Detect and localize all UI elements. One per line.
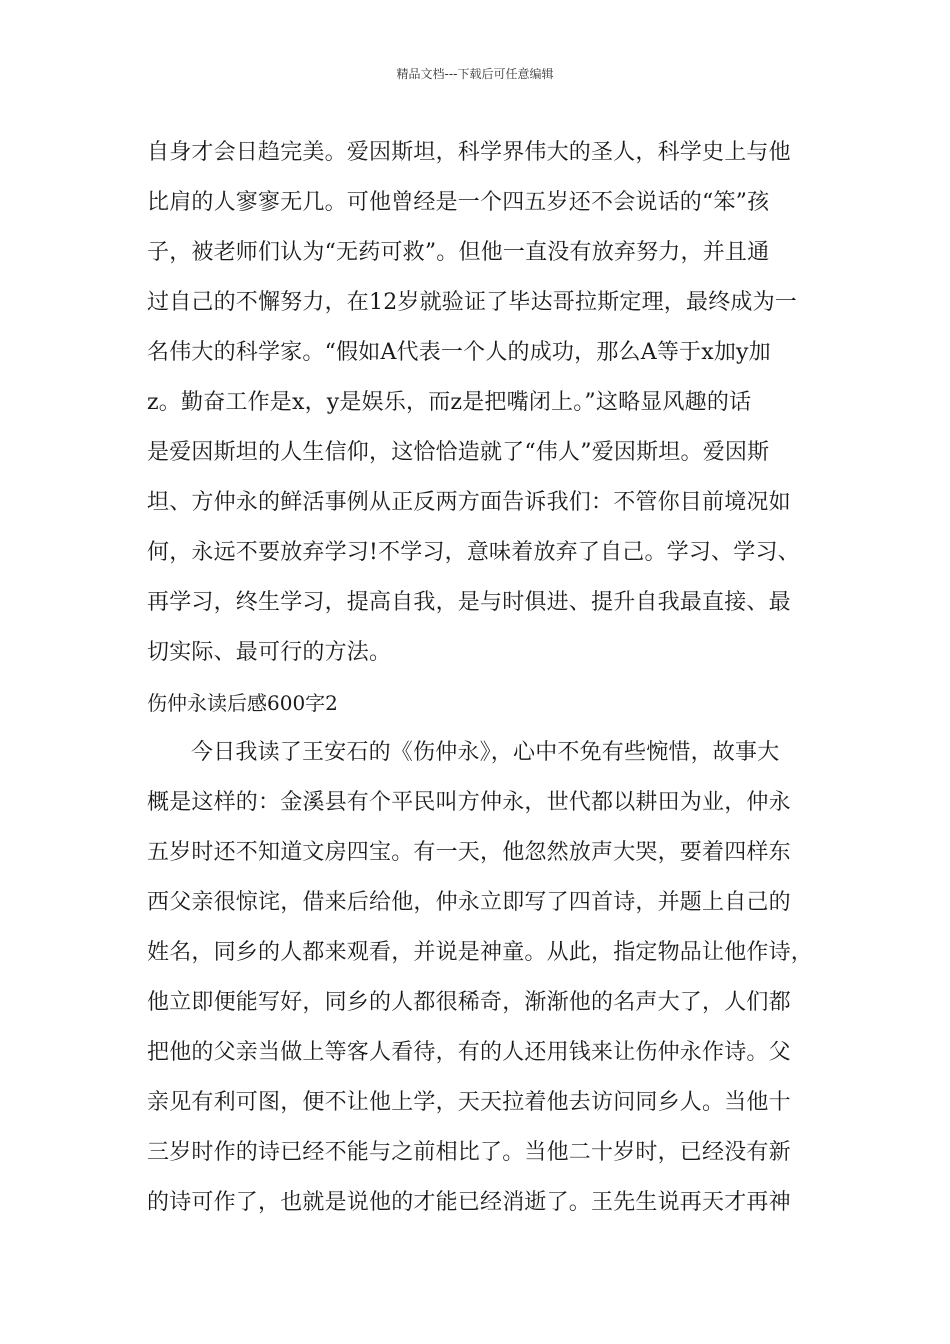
text-line: 西父亲很惊诧，借来后给他，仲永立即写了四首诗，并题上自己的	[147, 890, 791, 915]
paragraph-zhongyong	[147, 728, 827, 1228]
text-line: 今日我读了王安石的《伤仲永》，心中不免有些惋惜，故事大	[191, 740, 780, 765]
text-line: 比肩的人寥寥无几。可他曾经是一个四五岁还不会说话的“笨”孩	[147, 190, 770, 215]
text-line: 他立即便能写好，同乡的人都很稀奇，渐渐他的名声大了，人们都	[147, 990, 791, 1015]
text-line: 把他的父亲当做上等客人看待，有的人还用钱来让伤仲永作诗。父	[147, 1040, 791, 1065]
text-line: 是爱因斯坦的人生信仰，这恰恰造就了“伟人”爱因斯坦。爱因斯	[147, 440, 770, 465]
text-line: 概是这样的：金溪县有个平民叫方仲永，世代都以耕田为业，仲永	[147, 790, 791, 815]
text-line: 的诗可作了，也就是说他的才能已经消逝了。王先生说再天才再神	[147, 1190, 791, 1215]
text-line: 过自己的不懈努力，在12岁就验证了毕达哥拉斯定理，最终成为一	[147, 290, 797, 315]
text-line: 名伟大的科学家。“假如A代表一个人的成功，那么A等于x加y加	[147, 340, 771, 365]
text-line: 坦、方仲永的鲜活事例从正反两方面告诉我们：不管你目前境况如	[147, 490, 791, 515]
text-line: 亲见有利可图，便不让他上学，天天拉着他去访问同乡人。当他十	[147, 1090, 791, 1115]
text-line: 再学习，终生学习，提高自我，是与时俱进、提升自我最直接、最	[147, 590, 791, 615]
text-line: z。勤奋工作是x，y是娱乐，而z是把嘴闭上。”这略显风趣的话	[147, 390, 752, 415]
section-title: 伤仲永读后感600字2	[147, 691, 338, 715]
text-line: 姓名，同乡的人都来观看，并说是神童。从此，指定物品让他作诗，	[147, 940, 814, 965]
text-line: 子，被老师们认为“无药可救”。但他一直没有放弃努力，并且通	[147, 240, 770, 265]
text-line: 三岁时作的诗已经不能与之前相比了。当他二十岁时，已经没有新	[147, 1140, 791, 1165]
text-line: 何，永远不要放弃学习!不学习，意味着放弃了自己。学习、学习、	[147, 540, 800, 565]
paragraph-einstein	[147, 128, 827, 678]
text-line: 切实际、最可行的方法。	[147, 640, 392, 665]
document-body	[147, 128, 827, 1228]
page-header: 精品文档---下载后可任意编辑	[396, 67, 554, 81]
text-line: 五岁时还不知道文房四宝。有一天，他忽然放声大哭，要着四样东	[147, 840, 791, 865]
text-line: 自身才会日趋完美。爱因斯坦，科学界伟大的圣人，科学史上与他	[147, 140, 791, 165]
